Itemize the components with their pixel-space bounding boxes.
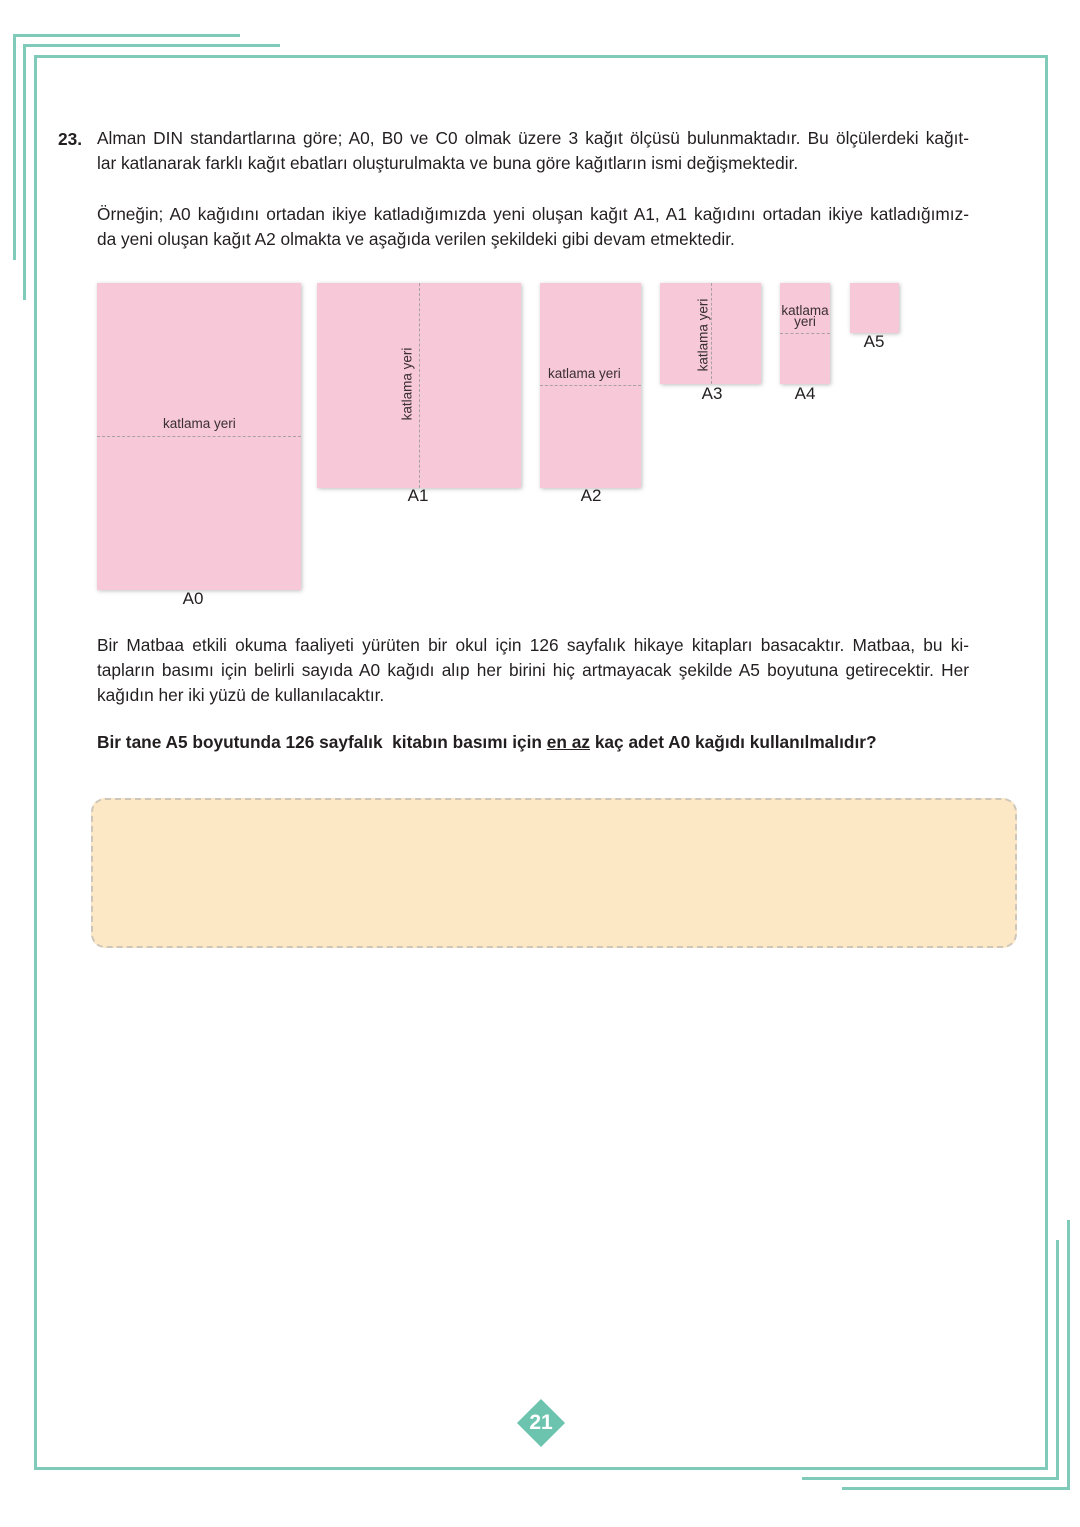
fold-line [419, 283, 420, 488]
frame-line [23, 44, 280, 47]
fold-line [780, 333, 830, 334]
text-line: Alman DIN standartlarına göre; A0, B0 ve C0 olmak üzere 3 kağıt ölçüsü bulunmaktadır. Bu ölçülerdeki kağıt- [97, 128, 969, 148]
frame-line [13, 34, 240, 37]
example-paragraph [97, 202, 969, 252]
frame-line [23, 44, 26, 300]
frame-line [1045, 55, 1048, 1470]
fold-label: katlama yeri [695, 298, 711, 372]
fold-label: katlama yeri [399, 347, 415, 421]
context-paragraph [97, 633, 969, 708]
sheet-label-a5: A5 [863, 332, 885, 351]
fold-label: katlama yeri [548, 366, 621, 381]
page-number: 21 [529, 1411, 553, 1434]
text-line: kağıdın her iki yüzü de kullanılacaktır. [97, 685, 385, 705]
frame-line [34, 1467, 1048, 1470]
frame-line [802, 1477, 1059, 1480]
text-line: Örneğin; A0 kağıdını ortadan ikiye katladığımızda yeni oluşan kağıt A1, A1 kağıdını ortadan ikiye katladığımız- [97, 204, 969, 224]
sheet-label-a3: A3 [701, 384, 723, 403]
frame-line [34, 55, 37, 1470]
frame-line [1056, 1240, 1059, 1480]
text-line: tapların basımı için belirli sayıda A0 kağıdı alıp her birini hiç artmayacak şekilde A5 boyutuna getirecektir. Her [97, 660, 969, 680]
fold-label: katlama [781, 303, 829, 318]
sheet-a5 [850, 283, 899, 333]
frame-line [34, 55, 1048, 58]
question-number: 23. [58, 129, 83, 149]
frame-line [1067, 1220, 1070, 1490]
sheet-label-a4: A4 [794, 384, 816, 403]
sheet-label-a1: A1 [407, 486, 429, 505]
text-line: da yeni oluşan kağıt A2 olmakta ve aşağıda verilen şekildeki gibi devam etmektedir. [97, 229, 735, 249]
sheet-label-a0: A0 [182, 589, 204, 608]
sheet-label-a2: A2 [580, 486, 602, 505]
frame-line [842, 1487, 1070, 1490]
fold-label: yeri [794, 314, 816, 329]
text-line: lar katlanarak farklı kağıt ebatları oluşturulmakta ve buna göre kağıtların ismi değişmektedir. [97, 153, 799, 173]
fold-line [540, 385, 641, 386]
prompt-emphasis: en az [546, 732, 591, 752]
text-line: Bir Matbaa etkili okuma faaliyeti yürüten bir okul için 126 sayfalık hikaye kitapları basacaktır. Matbaa, bu ki- [97, 635, 969, 655]
question-prompt [97, 730, 969, 755]
frame-line [13, 34, 16, 260]
fold-label: katlama yeri [163, 416, 236, 431]
fold-line [711, 283, 712, 384]
prompt-text: Bir tane A5 boyutunda 126 sayfalık kitabın basımı için [97, 732, 547, 752]
answer-box[interactable] [91, 798, 1017, 948]
prompt-text: kaç adet A0 kağıdı kullanılmalıdır? [590, 732, 877, 752]
intro-paragraph [97, 126, 969, 176]
fold-line [97, 436, 301, 437]
